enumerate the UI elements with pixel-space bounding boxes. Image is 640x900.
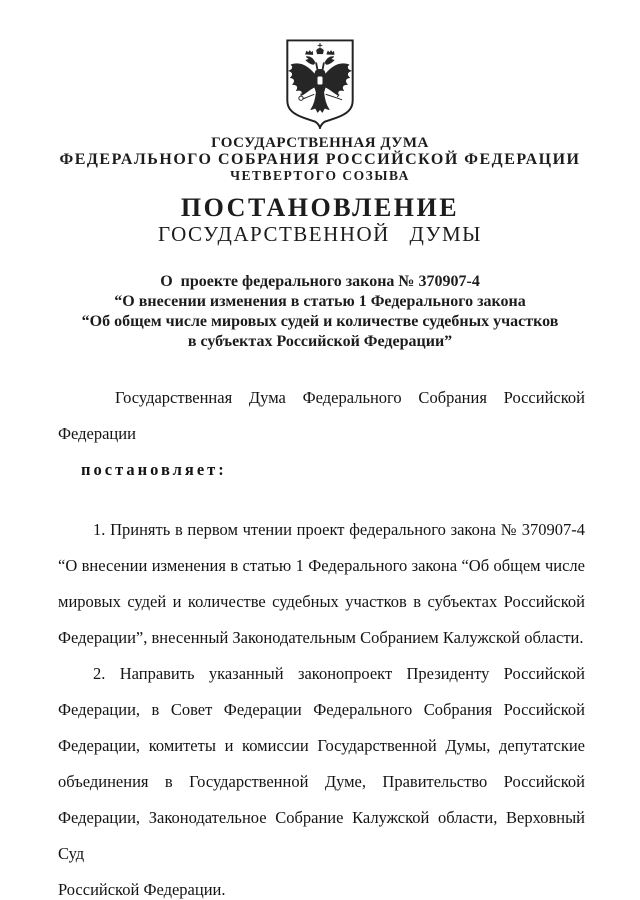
subject-line: в субъектах Российской Федерации” [187,333,453,350]
letterhead-convocation: ЧЕТВЕРТОГО СОЗЫВА [230,168,410,183]
document-issuer-title: ГОСУДАРСТВЕННОЙ ДУМЫ [158,222,482,246]
paragraph-line: Федерации, комитеты и комиссии Государственной Думы, депутатские [58,736,585,755]
paragraph-line: Российской Федерации. [58,880,226,899]
paragraph-line: 1. Принять в первом чтении проект федерального закона № 370907-4 [93,520,585,539]
paragraph-line: мировых судей и количестве судебных участков в субъектах Российской [58,592,585,611]
paragraph-line: Федерации”, внесенный Законодательным Собранием Калужской области. [58,628,584,647]
subject-line: “О внесении изменения в статью 1 Федерального закона [114,293,526,310]
resolves-word: постановляет: [81,460,227,479]
letterhead-org-parent: ФЕДЕРАЛЬНОГО СОБРАНИЯ РОССИЙСКОЙ ФЕДЕРАЦИИ [59,150,581,168]
paragraph-line: Федерации, в Совет Федерации Федерального Собрания Российской [58,700,585,719]
letterhead-org-name: ГОСУДАРСТВЕННАЯ ДУМА [211,135,429,151]
paragraph-line: “О внесении изменения в статью 1 Федерального закона “Об общем числе [58,556,585,575]
subject-line: О проекте федерального закона № 370907-4 [160,273,480,290]
document-type-title: ПОСТАНОВЛЕНИЕ [180,193,460,222]
subject-heading [0,272,640,352]
paragraph-line: объединения в Государственной Думе, Правительство Российской [58,772,585,791]
paragraph-1 [58,512,585,656]
coat-of-arms [282,37,358,129]
paragraph-line: 2. Направить указанный законопроект Президенту Российской [93,664,585,683]
double-headed-eagle-icon [282,37,358,129]
letterhead [0,135,640,185]
opening-paragraph [58,380,585,488]
paragraph-2 [58,656,585,900]
opening-line: Государственная Дума Федерального Собрания Российской Федерации [58,388,585,443]
paragraph-line: Федерации, Законодательное Собрание Калужской области, Верховный Суд [58,808,585,863]
subject-line: “Об общем числе мировых судей и количестве судебных участков [81,313,559,330]
body-text [58,380,585,900]
